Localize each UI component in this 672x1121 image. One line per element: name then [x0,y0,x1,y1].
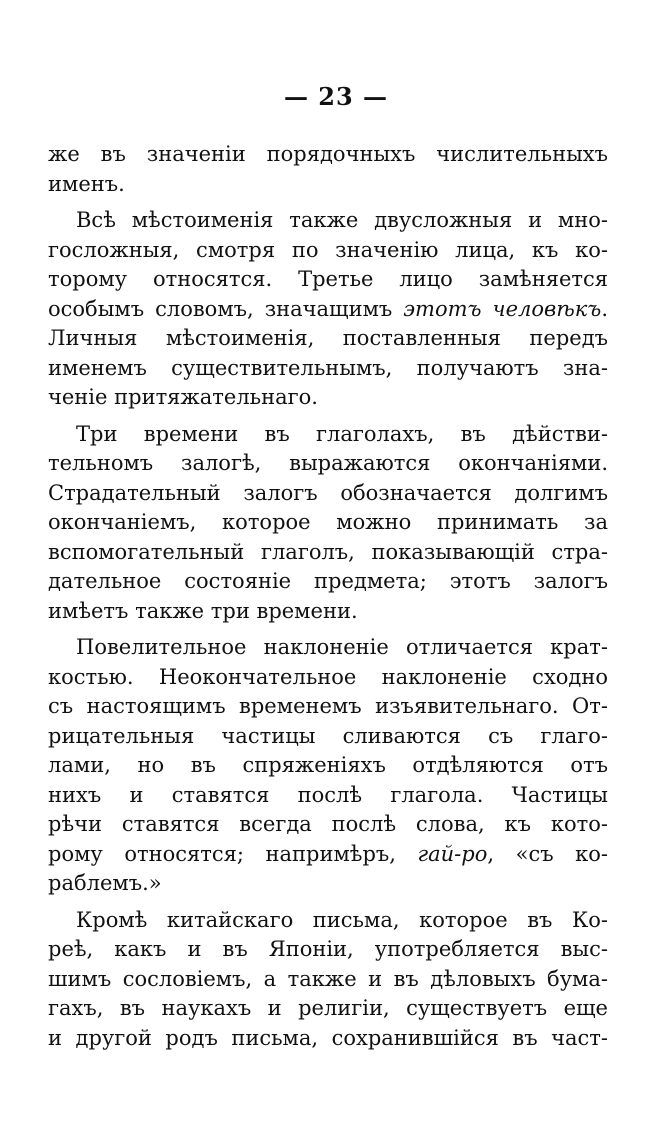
paragraph [48,206,608,413]
text-line [48,840,608,870]
page-body [48,140,608,1053]
page-number: — 23 — [283,82,389,111]
text-line: госложныя, смотря по значенію лица, къ ко- [48,237,608,262]
text-line: дательное состояніе предмета; этотъ залогъ [48,569,608,593]
text-line: Повелительное наклоненіе отличается крат- [76,635,608,659]
text-line: съ настоящимъ временемъ изъявительнаго. От- [48,694,608,718]
text-line: Кромѣ китайскаго письма, которое въ Ко- [76,907,608,932]
text-line: раблемъ.» [48,871,162,895]
text-line: рицательныя частицы сливаются съ глаго- [48,723,608,748]
italic-phrase: гай-ро [417,841,488,866]
text-line: же въ значеніи порядочныхъ числительныхъ [48,142,608,166]
text-fragment: , «съ ко- [487,841,608,866]
text-line: Всѣ мѣстоименія также двусложныя и мно- [76,208,608,232]
text-line: тельномъ залогѣ, выражаются окончаніями. [48,451,608,475]
paragraph [48,420,608,627]
text-line: именъ. [48,171,125,196]
text-fragment: особымъ словомъ, значащимъ [48,296,404,321]
text-line: Три времени въ глаголахъ, въ дѣйстви- [76,421,608,446]
text-line: шимъ сословіемъ, а также и въ дѣловыхъ бума- [48,966,608,991]
text-line: Личныя мѣстоименія, поставленныя передъ [48,326,608,350]
text-line: костью. Неокончательное наклоненіе сходно [48,664,608,689]
text-line: лами, но въ спряженіяхъ отдѣляются отъ [48,753,608,777]
text-line: рѣчи ставятся всегда послѣ слова, къ кото- [48,812,608,836]
text-fragment: . [601,296,608,321]
text-line: и другой родъ письма, сохранившійся въ част- [48,1025,608,1050]
text-line: Страдательный залогъ обозначается долгимъ [48,480,608,505]
text-line: окончаніемъ, которое можно принимать за [48,510,608,534]
paragraph [48,633,608,899]
text-line [48,295,608,325]
text-line: торому относятся. Третье лицо замѣняется [48,267,608,291]
text-fragment: рому относятся; напримѣръ, [48,841,418,866]
text-line: именемъ существительнымъ, получаютъ зна- [48,355,608,380]
text-line: реѣ, какъ и въ Японіи, употребляется выс- [48,937,608,961]
text-line: ченіе притяжательнаго. [48,385,318,409]
text-line: нихъ и ставятся послѣ глагола. Частицы [48,782,608,807]
paragraph [48,906,608,1054]
italic-phrase: этотъ человѣкъ [403,296,602,321]
text-line: вспомогательный глаголъ, показывающій стра- [48,539,608,564]
text-line: гахъ, въ наукахъ и религіи, существуетъ еще [48,996,608,1020]
paragraph [48,140,608,199]
text-line: имѣетъ также три времени. [48,598,358,623]
